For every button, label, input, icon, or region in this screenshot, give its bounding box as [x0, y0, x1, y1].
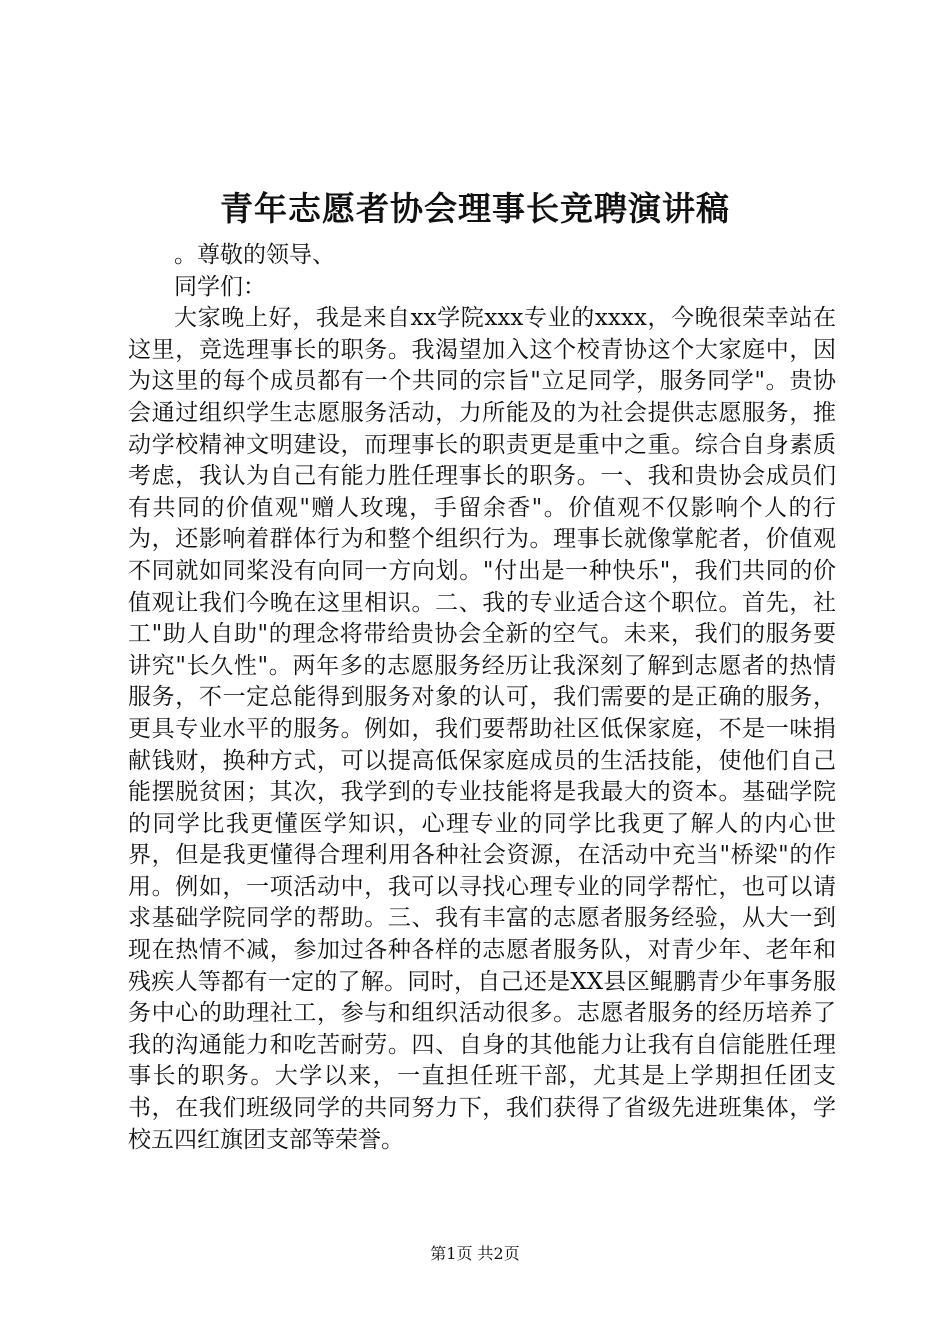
greeting-line-1: 。尊敬的领导、	[174, 242, 335, 268]
greeting-line-2: 同学们：	[174, 273, 266, 300]
document-body	[128, 240, 836, 1156]
page-number-label: 第1页 共2页	[430, 1244, 520, 1263]
document-title: 青年志愿者协会理事长竞聘演讲稿	[220, 189, 730, 228]
body-paragraph: 大家晚上好，我是来自xx学院xxx专业的xxxx，今晚很荣幸站在这里，竞选理事长的职务。我渴望加入这个校青协这个大家庭中，因为这里的每个成员都有一个共同的宗旨"立足同学，服务同学"。贵协会通过组织学生志愿服务活动，力所能及的为社会提供志愿服务，推动学校精神文明建设，而理事长的职责更是重中之重。综合自身素质考虑，我认为自己有能力胜任理事长的职务。一、我和贵协会成员们有共同的价值观"赠人玫瑰，手留余香"。价值观不仅影响个人的行为，还影响着群体行为和整个组织行为。理事长就像掌舵者，价值观不同就如同桨没有向同一方向划。"付出是一种快乐"，我们共同的价值观让我们今晚在这里相识。二、我的专业适合这个职位。首先，社工"助人自助"的理念将带给贵协会全新的空气。未来，我们的服务要讲究"长久性"。两年多的志愿服务经历让我深刻了解到志愿者的热情服务，不一定总能得到服务对象的认可，我们需要的是正确的服务，更具专业水平的服务。例如，我们要帮助社区低保家庭，不是一味捐献钱财，换种方式，可以提高低保家庭成员的生活技能，使他们自己能摆脱贫困；其次，我学到的专业技能将是我最大的资本。基础学院的同学比我更懂医学知识，心理专业的同学比我更了解人的内心世界，但是我更懂得合理利用各种社会资源，在活动中充当"桥梁"的作用。例如，一项活动中，我可以寻找心理专业的同学帮忙，也可以请求基础学院同学的帮助。三、我有丰富的志愿者服务经验，从大一到现在热情不减，参加过各种各样的志愿者服务队，对青少年、老年和残疾人等都有一定的了解。同时，自己还是XX县区鲲鹏青少年事务服务中心的助理社工，参与和组织活动很多。志愿者服务的经历培养了我的沟通能力和吃苦耐劳。四、自身的其他能力让我有自信能胜任理事长的职务。大学以来，一直担任班干部，尤其是上学期担任团支书，在我们班级同学的共同努力下，我们获得了省级先进班集体，学校五四红旗团支部等荣誉。	[128, 305, 836, 1153]
page-footer	[0, 1242, 950, 1266]
